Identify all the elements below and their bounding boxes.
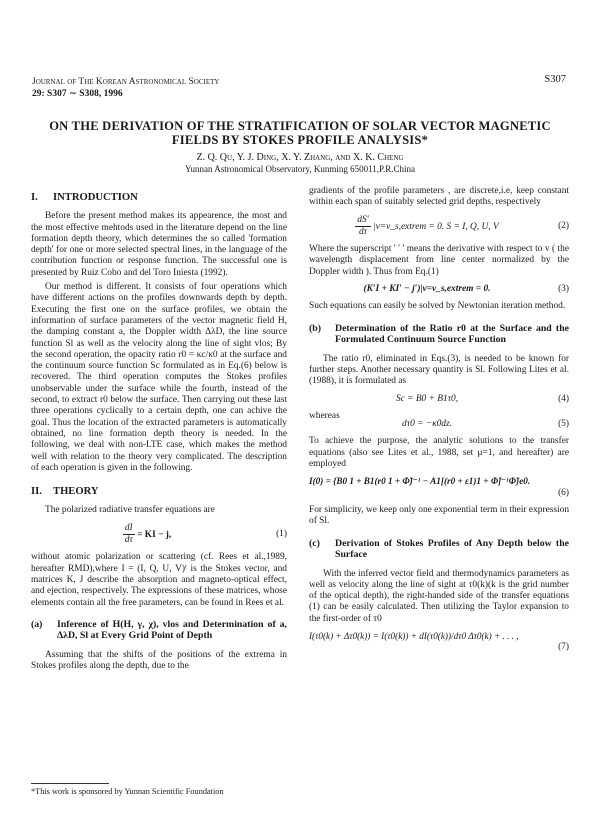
equation-2: $\frac{dS'}{d\tau}$ |v=v_s,extrem = 0. S = I, Q, U, V (2) (357, 214, 569, 237)
equation-5: dτ0 = −κ0dz. (5) (402, 419, 569, 430)
theory-paragraph-3: Assuming that the shifts of the positions of the extrema in Stokes profiles along the depth, due to the (31, 649, 287, 672)
right-paragraph-7: With the inferred vector field and thermodynamics parameters as well as velocity along the line of sight at τ0(k)(k is the grid number of the optical depth), the right-handed side of the transfer equations (1) can be easily calculated. Then utilizing the Taylor expansion to the first-order of τ0 (309, 568, 569, 624)
right-paragraph-6: For simplicity, we keep only one exponential term in their expression of Sl. (309, 504, 570, 527)
affiliation: Yunnan Astronomical Observatory, Kunming 650011,P.R.China (184, 164, 416, 174)
equation-1: $\frac{dI}{d\tau}$ = KI − j, (1) (124, 522, 287, 546)
section-heading-theory: II. THEORY (31, 486, 99, 498)
right-paragraph-2: Where the superscript ' ′ ' means the derivative with respect to v ( the wavelength displacement from line center normalized by the Doppler width ). Thus from Eq.(1) (309, 244, 569, 277)
theory-paragraph-1: The polarized radiative transfer equations are (45, 505, 215, 516)
paper-title: ON THE DERIVATION OF THE STRATIFICATION OF SOLAR VECTOR MAGNETIC FIELDS BY STOKES PROFILE ANALYSIS* (49, 119, 551, 147)
equation-4: Sc = B0 + B1τ0, (4) (395, 393, 569, 404)
journal-name: Journal of The Korean Astronomical Society (32, 77, 220, 87)
page-number: S307 (544, 74, 566, 85)
equation-6: I(0) = {B0 1 + B1(r0 1 + Φ̃)⁻¹ − A1[(r0 + ε1)1 + Φ̃]⁻¹Φ̃}e0. (6) (309, 476, 569, 498)
right-paragraph-4: The ratio r0, eliminated in Eqs.(3), is needed to be known for further steps. Another necessary quantity is Sl. Following Lites et al. (1988), it is formulated as (309, 353, 569, 387)
equation-1-number: (1) (276, 528, 287, 539)
equation-7: I(τ0(k) + Δτ0(k)) = I(τ0(k)) + dI(τ0(k))/dτ0 Δτ0(k) + . . . , (7) (309, 631, 569, 653)
equation-3-number: (3) (558, 284, 569, 295)
equation-3: (K′I + KI′ − j′)|v=v_s,extrem = 0. (3) (363, 284, 569, 295)
theory-paragraph-2: without atomic polarization or scattering (cf. Rees et al.,1989, hereafter RMD),where I = (I, Q, U, V)ᵗ is the Stokes vector, and matrices K, J describe the absorption and magneto-optical effect, and ejection, respectively. The expressions of these matrices, whose elements contain all the free parameters, can be found in Rees et al. (31, 552, 287, 608)
subsection-heading-b: (b) Determination of the Ratio r0 at the Surface and the Formulated Continuum Source Function (309, 322, 569, 346)
right-paragraph-5: To achieve the purpose, the analytic solutions to the transfer equations (also see Lites et al., 1988, set μ=1, and hereafter) are employed (309, 436, 569, 470)
journal-header (32, 77, 219, 100)
author-list: Z. Q. Qu, Y. J. Ding, X. Y. Zhang, and X. K. Cheng (196, 152, 404, 163)
whereas-text: whereas (309, 410, 340, 421)
section-heading-introduction: I. INTRODUCTION (31, 192, 138, 203)
intro-paragraph-1: Before the present method makes its appearence, the most and the most effective mehtods used in the literature depend on the line formation depth theory, which determines the so called 'formation depth' for one or more selected spectral lines, in the language of the contribution function or response function. The successful one is presented by Ruiz Cobo and del Toro Iniesta (1992). (31, 211, 287, 278)
equation-7-number: (7) (558, 642, 569, 653)
equation-2-number: (2) (558, 220, 569, 231)
journal-volume: 29: S307 ∼ S308, 1996 (32, 88, 123, 99)
intro-paragraph-2: Our method is different. It consists of four operations which have different actions on the profiles downwards depth by depth. Executing the first one on the surface profiles, we obtain the information of surface parameters of the vector magnetic field H, the damping constant a, the Doppler width ΔλD, the line source function Sl as well as the velocity along the line of sight vlos; By the second operation, the opacity ratio r0 = κc/κ0 at the surface and the continuum source function Sc formulated as in Eq.(6) below is recovered. The third operation computes the Stokes profiles unobservable under the surface while the fourth, instead of the second, to extract r0 below the surface. Then carrying out these last three operations cyclically to a certain depth, one can achive the goal. Thus the location of the extracted parameters is automatically obtained, no line formation depth theory is needed. In the following, we deal with non-LTE case, which makes the method well with relation to the theory very complicated. The description of each operation is given in the following. (31, 282, 287, 473)
subsection-heading-c: (c) Derivation of Stokes Profiles of Any Depth below the Surface (309, 537, 569, 561)
footnote: *This work is sponsored by Yunnan Scientific Foundation (31, 787, 224, 796)
equation-4-number: (4) (558, 393, 569, 404)
footnote-rule (31, 783, 109, 784)
left-column (31, 186, 287, 675)
right-paragraph-3: Such equations can easily be solved by Newtonian iteration method. (309, 301, 566, 312)
equation-5-number: (5) (558, 419, 569, 430)
right-paragraph-1: gradients of the profile parameters , are discrete,i.e, keep constant within each span of suitably selected grid depths, respectively (309, 186, 569, 208)
equation-6-number: (6) (558, 487, 569, 498)
right-column (309, 186, 569, 660)
subsection-heading-a: (a) Inference of H(H, γ, χ), vlos and Determination of a, ΔλD, Sl at Every Grid Point of Depth (31, 618, 287, 642)
